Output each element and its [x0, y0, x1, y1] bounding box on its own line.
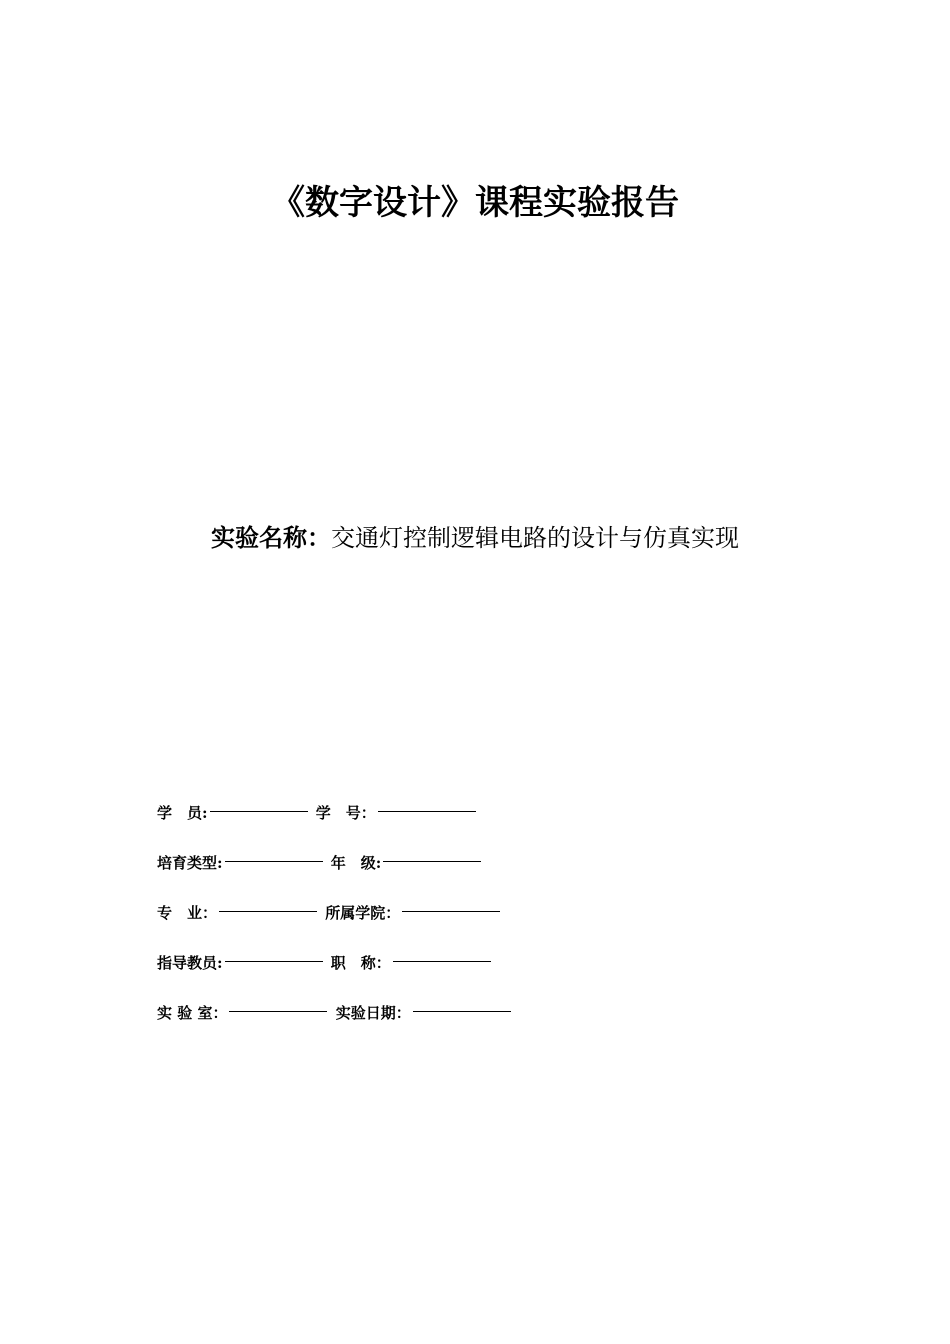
field-college: [325, 900, 503, 926]
experiment-name-label: 实验名称：: [211, 523, 331, 552]
field-label: 学 员:: [157, 804, 208, 822]
field-blank-line[interactable]: [225, 960, 323, 962]
info-row-major: [157, 900, 503, 926]
field-lab: [157, 1000, 330, 1026]
field-label: 专 业：: [157, 904, 218, 922]
field-label: 年 级:: [330, 854, 382, 872]
experiment-name: [0, 518, 950, 558]
info-row-lab: [157, 1000, 514, 1026]
field-label: 实验日期：: [335, 1004, 411, 1022]
field-blank-line[interactable]: [378, 810, 476, 812]
field-title-rank: [331, 950, 494, 976]
field-blank-line[interactable]: [210, 810, 308, 812]
info-row-instructor: [157, 950, 494, 976]
field-label: 学 号：: [315, 804, 376, 822]
field-blank-line[interactable]: [393, 960, 491, 962]
field-training-type: [157, 850, 326, 876]
info-row-student: [157, 800, 479, 826]
field-grade: [331, 850, 485, 876]
field-major: [157, 900, 320, 926]
field-lab-date: [336, 1000, 514, 1026]
field-blank-line[interactable]: [219, 910, 317, 912]
field-label: 所属学院：: [325, 904, 401, 922]
field-label: 指导教员:: [157, 954, 223, 972]
info-row-training-type: [157, 850, 484, 876]
report-title: 《数字设计》课程实验报告: [271, 183, 679, 223]
experiment-name-value: 交通灯控制逻辑电路的设计与仿真实现: [331, 524, 739, 552]
field-label: 职 称：: [330, 954, 391, 972]
field-student: [157, 800, 311, 826]
field-label: 实 验 室：: [157, 1004, 228, 1022]
field-blank-line[interactable]: [383, 860, 481, 862]
field-blank-line[interactable]: [413, 1010, 511, 1012]
field-blank-line[interactable]: [229, 1010, 327, 1012]
field-label: 培育类型:: [157, 854, 223, 872]
field-blank-line[interactable]: [402, 910, 500, 912]
field-instructor: [157, 950, 326, 976]
field-blank-line[interactable]: [225, 860, 323, 862]
field-student-id: [316, 800, 479, 826]
